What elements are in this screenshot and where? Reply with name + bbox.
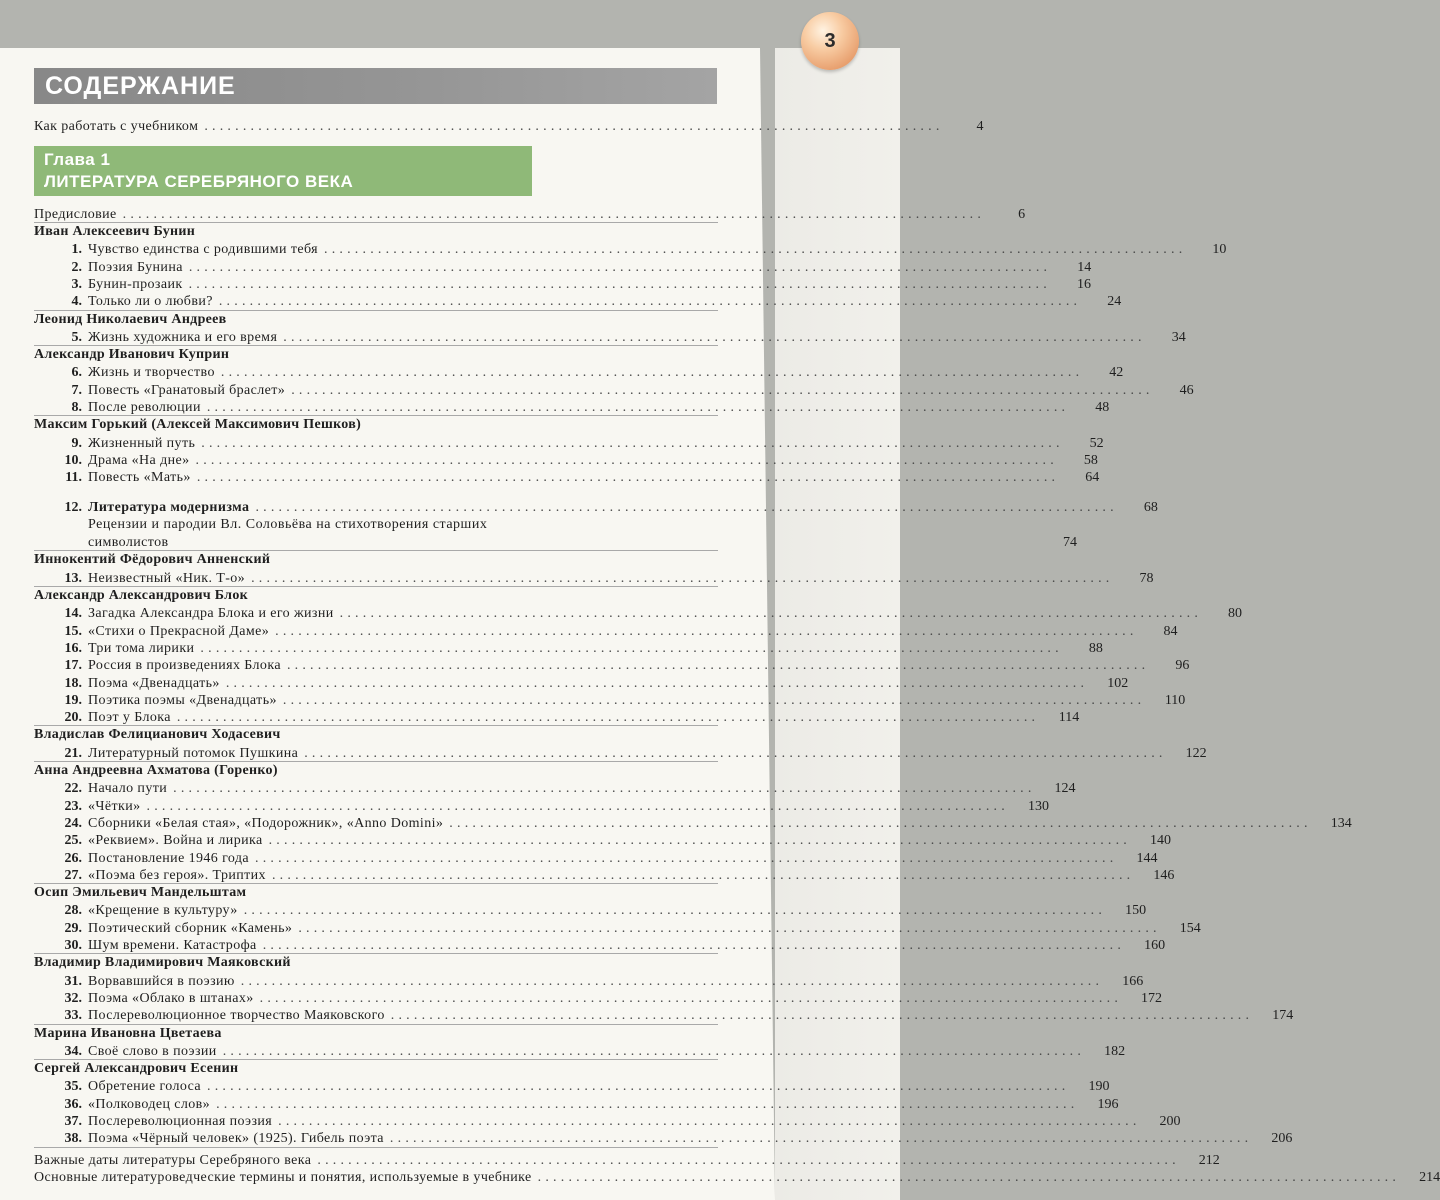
leader-dots: ................................................................................................................ [275, 623, 1138, 639]
page-number-badge: 3 [801, 12, 859, 70]
leader-dots: ................................................................................................................ [216, 1096, 1079, 1112]
toc-entry-title: Обретение голоса [88, 1079, 202, 1095]
leader-dots: ................................................................................................................ [200, 640, 1063, 656]
author-heading: Сергей Александрович Есенин [34, 1061, 239, 1077]
author-heading: Осип Эмильевич Мандельштам [34, 885, 247, 901]
toc-entry[interactable] [56, 936, 1166, 954]
leader-dots: ................................................................................................................ [339, 606, 1203, 622]
leader-dots: ................................................................................................................ [304, 745, 1167, 761]
chapter-name: ЛИТЕРАТУРА СЕРЕБРЯНОГО ВЕКА [44, 172, 354, 191]
leader-dots: ................................................................................................................ [188, 276, 1051, 292]
toc-entry-number: 1. [71, 242, 82, 258]
toc-entry-page: 48 [1095, 400, 1110, 415]
toc-entry[interactable] [56, 919, 1201, 937]
toc-entry-title: Литература модернизма [88, 499, 250, 515]
toc-entry-page: 16 [1076, 276, 1091, 292]
toc-entry-page: 140 [1150, 833, 1172, 849]
toc-entry-page: 14 [1077, 259, 1092, 275]
toc-entry-page: 134 [1330, 815, 1352, 831]
leader-dots: ................................................................................................................ [206, 400, 1070, 415]
toc-entry-page: 212 [1198, 1152, 1220, 1168]
leader-dots: ................................................................................................................ [173, 781, 1036, 797]
chapter-label: Глава 1 [44, 150, 111, 169]
toc-entry-title: «Поэма без героя». Триптих [88, 867, 266, 883]
toc-entry-page: 88 [1088, 640, 1103, 656]
toc-entry-title: Жизнь и творчество [88, 365, 215, 381]
leader-dots: ................................................................................................ [204, 119, 944, 134]
toc-entry-page: 160 [1144, 938, 1166, 953]
toc-entry[interactable] [56, 708, 1080, 726]
toc-entry[interactable] [56, 1129, 1293, 1147]
toc-entry-title: Послереволюционное творчество Маяковского [88, 1008, 385, 1024]
toc-entry[interactable] [56, 744, 1207, 762]
toc-entry[interactable] [56, 1042, 1126, 1060]
toc-entry-number: 30. [64, 938, 82, 953]
toc-subentry-line: Рецензии и пародии Вл. Соловьёва на стихотворения старших [88, 516, 488, 532]
toc-entry[interactable] [56, 451, 1098, 469]
toc-entry[interactable] [56, 639, 1103, 657]
toc-entry-page: 124 [1054, 781, 1076, 797]
leader-dots: ................................................................................................................ [146, 798, 1009, 814]
leader-dots: ................................................................................................................ [122, 207, 986, 222]
toc-entry-number: 22. [64, 781, 82, 797]
leader-dots: ................................................................................................................ [201, 435, 1064, 451]
toc-entry-page: 206 [1271, 1131, 1293, 1147]
toc-entry-page: 58 [1083, 452, 1098, 468]
toc-entry-title: Россия в произведениях Блока [88, 658, 281, 674]
toc-entry-title: Основные литературоведческие термины и понятия, используемые в учебнике [34, 1169, 532, 1185]
toc-entry-page: 6 [1018, 207, 1026, 222]
toc-entry-page: 154 [1179, 920, 1201, 936]
toc-entry[interactable] [56, 569, 1154, 587]
toc-entry-title: Своё слово в поэзии [88, 1043, 217, 1059]
toc-entry-title: Чувство единства с родившими тебя [88, 242, 318, 258]
toc-entry-number: 32. [64, 990, 82, 1006]
toc-entry-title: Три тома лирики [88, 640, 195, 656]
toc-entry-title: «Полководец слов» [88, 1096, 211, 1112]
leader-dots: ................................................................................................................ [283, 329, 1146, 345]
toc-entry-number: 27. [64, 867, 82, 883]
toc-entry-number: 7. [71, 382, 82, 398]
leader-dots: ................................................................................................................ [176, 710, 1040, 726]
toc-entry-page: 150 [1125, 903, 1147, 919]
toc-entry-title: «Реквием». Война и лирика [88, 833, 263, 849]
toc-entry-number: 13. [64, 570, 82, 586]
toc-entry-page: 52 [1089, 435, 1104, 451]
leader-dots: ................................................................................................................ [282, 692, 1146, 708]
toc-entry-page: 214 [1419, 1169, 1440, 1185]
toc-entry-title: Поэма «Облако в штанах» [88, 990, 254, 1006]
toc-entry-title: Поэма «Двенадцать» [88, 675, 220, 691]
toc-entry-number: 31. [64, 973, 82, 989]
toc-entry-title: Послереволюционная поэзия [88, 1114, 273, 1129]
toc-entry-page: 166 [1122, 973, 1144, 989]
leader-dots: ................................................................................................................ [389, 1131, 1253, 1147]
author-heading: Леонид Николаевич Андреев [34, 311, 227, 327]
author-heading: Анна Андреевна Ахматова (Горенко) [34, 763, 278, 778]
toc-entry-number: 6. [71, 365, 82, 381]
toc-entry-number: 2. [71, 259, 82, 275]
leader-dots: ................................................................................................................ [220, 365, 1084, 381]
author-heading: Иван Алексеевич Бунин [34, 224, 196, 239]
toc-entry-page: 68 [1143, 499, 1158, 515]
leader-dots: ................................................................................................................ [251, 570, 1114, 586]
toc-entry[interactable] [56, 797, 1049, 815]
toc-entry[interactable] [56, 240, 1227, 258]
toc-entry-page: 64 [1085, 470, 1100, 486]
toc-entry-page: 144 [1136, 850, 1158, 866]
leader-dots: ................................................................................................................ [207, 1079, 1070, 1095]
toc-entry[interactable] [56, 1077, 1110, 1095]
toc-entry-page: 200 [1159, 1114, 1181, 1129]
leader-dots: ................................................................................................................ [286, 658, 1150, 674]
toc-entry-page: 146 [1153, 867, 1175, 883]
section-divider [34, 1147, 718, 1148]
toc-entry-title: Повесть «Гранатовый браслет» [88, 382, 286, 398]
toc-entry[interactable] [56, 1112, 1181, 1130]
toc-entry-page: 122 [1185, 745, 1207, 761]
toc-entry-page: 182 [1104, 1043, 1126, 1059]
leader-dots: ................................................................................................................ [255, 499, 1118, 515]
leader-dots: ................................................................................................................ [225, 675, 1089, 691]
toc-entry[interactable] [56, 622, 1178, 640]
toc-entry[interactable] [56, 328, 1186, 346]
toc-entry-title: Шум времени. Катастрофа [88, 938, 257, 953]
toc-entry-title: Литературный потомок Пушкина [88, 745, 299, 761]
toc-entry-page: 174 [1272, 1008, 1294, 1024]
leader-dots: ................................................................................................................ [268, 833, 1132, 849]
toc-entry-title: Жизнь художника и его время [88, 329, 278, 345]
toc-entry-page: 34 [1171, 329, 1186, 345]
leader-dots: ................................................................................................................ [271, 867, 1135, 883]
toc-entry-page: 74 [1062, 535, 1077, 551]
toc-entry[interactable] [88, 533, 1077, 551]
toc-entry-title: После революции [88, 400, 201, 415]
toc-entry-number: 36. [64, 1096, 82, 1112]
toc-entry-title: Повесть «Мать» [88, 470, 191, 486]
toc-entry[interactable] [56, 779, 1076, 797]
toc-entry-title: Неизвестный «Ник. Т-о» [88, 570, 246, 586]
leader-dots: ................................................................................................................ [262, 938, 1126, 953]
toc-entry[interactable] [56, 498, 1158, 516]
toc-entry-number: 23. [64, 798, 82, 814]
toc-entry-title: «Чётки» [88, 798, 141, 814]
leader-dots: ................................................................................................................ [317, 1152, 1180, 1168]
toc-entry-title: Ворвавшийся в поэзию [88, 973, 235, 989]
toc-entry-title: Поэтика поэмы «Двенадцать» [88, 692, 277, 708]
toc-entry-page: 96 [1175, 658, 1190, 674]
toc-entry-page: 110 [1164, 692, 1186, 708]
toc-entry-number: 20. [64, 710, 82, 726]
toc-entry-number: 33. [64, 1008, 82, 1024]
toc-entry-page: 114 [1058, 710, 1080, 726]
toc-entry-page: 80 [1228, 606, 1243, 622]
toc-entry-page: 190 [1088, 1079, 1110, 1095]
toc-entry[interactable] [56, 849, 1158, 867]
author-heading: Иннокентий Фёдорович Анненский [34, 552, 271, 568]
toc-entry-number: 19. [64, 692, 82, 708]
toc-entry[interactable] [56, 292, 1122, 310]
toc-entry-number: 25. [64, 833, 82, 849]
toc-entry-page: 42 [1109, 365, 1124, 381]
leader-dots: ................................................................................................................ [240, 973, 1104, 989]
toc-entry[interactable] [34, 1168, 1440, 1186]
toc-entry[interactable] [34, 205, 1026, 223]
leader-dots: ................................................................................................................ [537, 1169, 1401, 1185]
toc-entry-page: 24 [1107, 294, 1122, 310]
leader-dots: ................................................................................................................ [259, 990, 1123, 1006]
toc-entry-number: 9. [71, 435, 82, 451]
leader-dots: ................................................................................................................ [449, 815, 1312, 831]
leader-dots: ................................................................................................................ [196, 470, 1060, 486]
toc-entry-title: Загадка Александра Блока и его жизни [88, 606, 334, 622]
toc-entry-title: Бунин-прозаик [88, 276, 183, 292]
leader-dots: ................................................................................................................ [243, 903, 1107, 919]
toc-entry[interactable] [56, 674, 1129, 692]
toc-entry-title: Постановление 1946 года [88, 850, 250, 866]
toc-entry-page: 102 [1107, 675, 1129, 691]
toc-entry-number: 35. [64, 1079, 82, 1095]
author-heading: Александр Иванович Куприн [34, 347, 230, 363]
toc-entry-title: Важные даты литературы Серебряного века [34, 1152, 312, 1168]
toc-entry-page: 78 [1139, 570, 1154, 586]
author-heading: Александр Александрович Блок [34, 588, 248, 603]
toc-entry-number: 21. [64, 745, 82, 761]
toc-entry-title: Предисловие [34, 207, 117, 222]
toc-entry-number: 37. [64, 1114, 82, 1129]
toc-entry-number: 10. [64, 452, 82, 468]
toc-entry-title: «Стихи о Прекрасной Даме» [88, 623, 270, 639]
toc-entry-title: Начало пути [88, 781, 168, 797]
toc-entry[interactable] [56, 1095, 1119, 1113]
toc-entry-number: 14. [64, 606, 82, 622]
leader-dots: ................................................................................................................ [278, 1114, 1141, 1129]
toc-entry-number: 12. [64, 499, 82, 515]
toc-entry[interactable] [56, 258, 1092, 276]
toc-entry[interactable] [56, 656, 1190, 674]
author-heading: Максим Горький (Алексей Максимович Пешков) [34, 417, 362, 433]
toc-entry-number: 4. [71, 294, 82, 310]
toc-entry-number: 28. [64, 903, 82, 919]
leader-dots: ................................................................................................................ [218, 294, 1082, 310]
toc-entry[interactable] [56, 363, 1124, 381]
toc-entry-title: Жизненный путь [88, 435, 196, 451]
toc-entry[interactable] [56, 398, 1110, 416]
page-title: СОДЕРЖАНИЕ [34, 68, 717, 104]
toc-entry-title: Поэзия Бунина [88, 259, 183, 275]
toc-entry-intro[interactable] [34, 117, 984, 135]
toc-entry-number: 11. [65, 470, 82, 486]
toc-entry[interactable] [56, 831, 1172, 849]
toc-entry[interactable] [56, 434, 1104, 452]
toc-entry-number: 3. [71, 276, 82, 292]
toc-entry[interactable] [56, 604, 1243, 622]
toc-entry-title: Драма «На дне» [88, 452, 190, 468]
toc-entry-number: 5. [71, 329, 82, 345]
leader-dots: ................................................................................................................ [324, 242, 1187, 258]
author-heading: Владислав Фелицианович Ходасевич [34, 727, 281, 743]
toc-entry-number: 29. [64, 920, 82, 936]
toc-entry-page: 84 [1163, 623, 1178, 639]
toc-entry-number: 18. [64, 675, 82, 691]
toc-entry-title: Сборники «Белая стая», «Подорожник», «Anno Domini» [88, 815, 444, 831]
toc-entry-page: 46 [1179, 382, 1194, 398]
leader-dots: ................................................................................................................ [188, 259, 1052, 275]
toc-entry-page: 172 [1141, 990, 1163, 1006]
toc-entry-number: 34. [64, 1043, 82, 1059]
toc-entry-page: 10 [1212, 242, 1227, 258]
toc-entry[interactable] [56, 468, 1100, 486]
leader-dots: ................................................................................................................ [298, 920, 1161, 936]
toc-entry-page: 196 [1097, 1096, 1119, 1112]
toc-entry[interactable] [56, 1006, 1294, 1024]
toc-entry[interactable] [56, 989, 1163, 1007]
toc-entry[interactable] [34, 1151, 1220, 1169]
leader-dots: ................................................................................................................ [255, 850, 1118, 866]
toc-entry-number: 8. [71, 400, 82, 415]
toc-entry-number: 24. [64, 815, 82, 831]
toc-entry-page: 130 [1027, 798, 1049, 814]
toc-entry-title: «Крещение в культуру» [88, 903, 238, 919]
author-heading: Марина Ивановна Цветаева [34, 1025, 222, 1041]
chapter-heading [34, 146, 532, 196]
toc-entry[interactable] [56, 814, 1352, 832]
toc-entry-number: 26. [64, 850, 82, 866]
toc-entry[interactable] [56, 972, 1144, 990]
toc-entry-title: Поэтический сборник «Камень» [88, 920, 293, 936]
toc-entry[interactable] [56, 901, 1147, 919]
toc-entry[interactable] [56, 866, 1175, 884]
toc-entry-title: Только ли о любви? [88, 294, 213, 310]
toc-entry-number: 17. [64, 658, 82, 674]
toc-entry[interactable] [56, 381, 1194, 399]
toc-entry-number: 15. [64, 623, 82, 639]
toc-entry-number: 16. [64, 640, 82, 656]
leader-dots: ................................................................................................................ [291, 382, 1154, 398]
toc-entry-title: Как работать с учебником [34, 119, 199, 134]
toc-entry-number: 38. [64, 1131, 82, 1147]
leader-dots: ................................................................................................................ [222, 1043, 1086, 1059]
toc-entry-title: Поэма «Чёрный человек» (1925). Гибель поэта [88, 1131, 384, 1147]
toc-entry[interactable] [56, 275, 1091, 293]
toc-entry[interactable] [56, 691, 1186, 709]
toc-entry-title: символистов [88, 535, 169, 551]
leader-dots: ................................................................................................................ [390, 1008, 1254, 1024]
toc-entry-title: Поэт у Блока [88, 710, 171, 726]
leader-dots: ................................................................................................................ [195, 452, 1058, 468]
toc-entry-page: 4 [976, 119, 984, 134]
author-heading: Владимир Владимирович Маяковский [34, 955, 291, 971]
